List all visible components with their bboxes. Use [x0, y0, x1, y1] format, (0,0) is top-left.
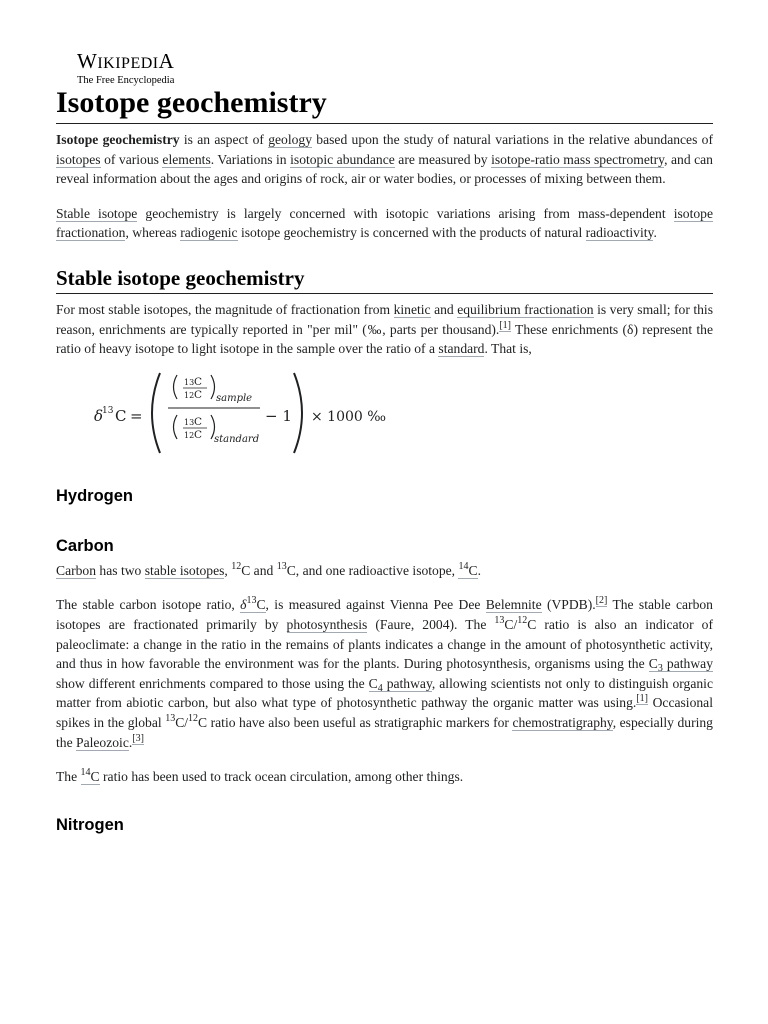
intro-paragraph-1: Isotope geochemistry is an aspect of geology based upon the study of natural variations in the relative abundances of isotopes of various elements. Variations in isotopic abundance are measured by isotope-ratio mass spectrometry, and can reveal information about the ages and origins of rock, air or water bodies, or processes of mixing between them. [56, 132, 713, 187]
big-paren-right [294, 373, 302, 453]
page-title: Isotope geochemistry [56, 84, 713, 124]
link-stable-isotopes[interactable]: stable isotopes [144, 562, 225, 578]
formula-den-c: C [194, 415, 203, 428]
formula-num-sup13: 13 [184, 377, 195, 387]
link-radiogenic[interactable]: radiogenic [180, 225, 238, 241]
section-heading-nitrogen: Nitrogen [56, 815, 124, 834]
formula-times-1000-permil: × 1000 ‰ [311, 408, 387, 425]
small-paren-bottom-left [174, 415, 178, 439]
link-equilibrium-fractionation[interactable]: equilibrium fractionation [457, 301, 594, 317]
link-standard[interactable]: standard [438, 341, 485, 357]
link-isotope-ratio-mass-spectrometry[interactable]: isotope-ratio mass spectrometry [491, 151, 665, 167]
reference-1b[interactable]: [1] [636, 693, 648, 705]
link-belemnite[interactable]: Belemnite [485, 597, 542, 613]
link-carbon[interactable]: Carbon [56, 562, 97, 578]
formula-c: C [115, 406, 127, 425]
big-paren-left [152, 373, 160, 453]
link-isotope-fractionation[interactable]: isotope fractionation [56, 205, 714, 241]
reference-1[interactable]: [1] [499, 319, 511, 331]
reference-3[interactable]: [3] [132, 732, 144, 744]
link-paleozoic[interactable]: Paleozoic [76, 734, 129, 750]
formula-standard: standard [214, 433, 260, 445]
formula-num-c: C [194, 375, 203, 388]
link-stable-isotope[interactable]: Stable isotope [56, 205, 138, 221]
delta13c-formula [56, 367, 713, 459]
section-heading-stable-isotope-geochemistry: Stable isotope geochemistry [56, 264, 713, 294]
formula-sample: sample [216, 392, 253, 404]
link-photosynthesis[interactable]: photosynthesis [286, 616, 368, 632]
formula-num-sup12: 12 [184, 390, 195, 400]
link-c4-pathway[interactable]: $C_4$ pathway [368, 675, 432, 694]
small-paren-top-left [174, 375, 178, 399]
link-isotopes[interactable]: isotopes [56, 151, 101, 167]
formula-delta: δ [94, 406, 104, 425]
formula-equals: = [130, 406, 143, 425]
formula-minus-one: − 1 [265, 406, 292, 425]
reference-2[interactable]: [2] [595, 595, 608, 607]
formula-den-c2: C [194, 428, 203, 441]
link-delta-13c[interactable]: $\delta^{13}C$ [240, 595, 266, 613]
stable-isotope-paragraph: For most stable isotopes, the magnitude of fractionation from kinetic and equilibrium fractionation is very small; for this reason, enrichments are typically reported in "per mil" (‰, parts per thousand).[1] These enrichments (δ) represent the ratio of heavy isotope to light isotope in the sample over the ratio of a standard. That is, [56, 301, 714, 357]
formula-sup-13: 13 [102, 405, 114, 416]
carbon-paragraph-1: Carbon has two stable isotopes, $^{12}$C and $^{13}$C, and one radioactive isotope, $^{14}$C. [56, 560, 481, 578]
link-chemostratigraphy[interactable]: chemostratigraphy [512, 714, 613, 730]
formula-den-sup12: 12 [184, 430, 195, 440]
link-elements[interactable]: elements [162, 151, 211, 167]
formula-den-sup13: 13 [184, 417, 195, 427]
formula-num-c2: C [194, 388, 203, 401]
carbon-paragraph-3: The $^{14}$C ratio has been used to track ocean circulation, among other things. [56, 767, 464, 785]
carbon-paragraph-2: The stable carbon isotope ratio, $\delta^{13}C$, is measured against Vienna Pee Dee Belemnite (VPDB).[2] The stable carbon isotopes are fractionated primarily by photosynthesis (Faure, 2004). The $^{13}$C/$^{12}$C ratio is also an indicator of paleoclimate: a change in the ratio in the remains of plants indicates a change in the amount of photosynthetic activity, and thus in how favorable the environment was for the plants. During photosynthesis, organisms using the $C_3$ pathway show different enrichments compared to those using the $C_4$ pathway, allowing scientists not only to distinguish organic matter from abiotic carbon, but also what type of photosynthetic pathway the organic matter was using.[1] Occasional spikes in the global $^{13}$C/$^{12}$C ratio have also been useful as stratigraphic markers for chemostratigraphy, especially during the Paleozoic.[3] [56, 595, 713, 750]
link-isotopic-abundance[interactable]: isotopic abundance [290, 151, 395, 167]
intro-paragraph-2: Stable isotope geochemistry is largely concerned with isotopic variations arising from mass-dependent isotope fractionation, whereas radiogenic isotope geochemistry is concerned with the products of natural radioactivity. [56, 205, 714, 241]
link-carbon-14[interactable]: $^{14}$C [458, 560, 478, 578]
wikipedia-logo[interactable] [77, 50, 174, 87]
section-heading-hydrogen: Hydrogen [56, 486, 134, 505]
link-kinetic[interactable]: kinetic [393, 301, 431, 317]
link-radioactivity[interactable]: radioactivity [585, 225, 654, 241]
logo-tagline: The Free Encyclopedia [77, 75, 175, 86]
link-carbon-14b[interactable]: $^{14}$C [80, 767, 100, 785]
section-heading-carbon: Carbon [56, 536, 114, 555]
article-content [56, 84, 713, 835]
small-paren-top-right [211, 375, 215, 399]
link-geology[interactable]: geology [268, 132, 313, 147]
logo-wordmark: WIKIPEDIA [77, 49, 175, 73]
link-c3-pathway[interactable]: $C_3$ pathway [648, 656, 713, 675]
